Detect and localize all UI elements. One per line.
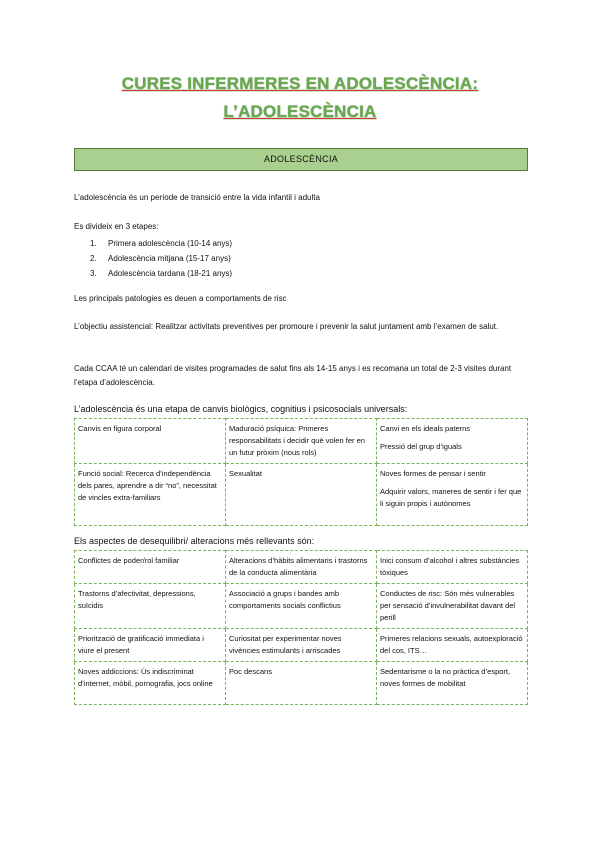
changes-table xyxy=(74,418,528,526)
imbalances-table xyxy=(74,550,528,705)
table-cell: Noves addiccions: Ús indiscriminat d’internet, mòbil, pornografia, jocs online xyxy=(75,662,226,705)
table-cell: Inici consum d’alcohol i altres substàncies tòxiques xyxy=(377,551,528,584)
imbalances-heading: Els aspectes de desequilibri/ alteracions més rellevants són: xyxy=(74,536,315,546)
table-cell: Maduració psíquica: Primeres responsabilitats i decidir què volen fer en un futur pròxim (nous rols) xyxy=(226,419,377,464)
calendar-paragraph: Cada CCAA té un calendari de visites programades de salut fins als 14-15 anys i es recomana un total de 2-3 visites durant l’etapa d’adolescència. xyxy=(74,364,512,387)
table-cell: Poc descans xyxy=(226,662,377,705)
table-cell: Noves formes de pensar i sentir Adquirir valors, maneres de sentir i fer que li siguin propis i autònomes xyxy=(377,464,528,526)
table-cell: Sedentarisme o la no pràctica d’esport, noves formes de mobilitat xyxy=(377,662,528,705)
table-row xyxy=(75,584,528,629)
table-cell: Associació a grups i bandes amb comportaments socials conflictius xyxy=(226,584,377,629)
table-row xyxy=(75,629,528,662)
table-cell: Canvis en figura corporal xyxy=(75,419,226,464)
table-cell: Primeres relacions sexuals, autoexploració del cos, ITS… xyxy=(377,629,528,662)
section-banner: ADOLESCÈNCIA xyxy=(74,148,528,171)
table-cell: Conflictes de poder/rol familiar xyxy=(75,551,226,584)
stages-intro: Es divideix en 3 etapes: xyxy=(74,222,159,231)
table-row xyxy=(75,419,528,464)
table-cell: Sexualitat xyxy=(226,464,377,526)
list-item: 3. Adolescència tardana (18-21 anys) xyxy=(90,269,233,278)
list-item: 1. Primera adolescència (10-14 anys) xyxy=(90,239,233,248)
table-row xyxy=(75,551,528,584)
table-cell: Conductes de risc: Són més vulnerables per sensació d’invulnerabilitat davant del perill xyxy=(377,584,528,629)
definition-paragraph: L’adolescència és un període de transició entre la vida infantil i adulta xyxy=(74,193,320,202)
table-cell: Alteracions d’hàbits alimentaris i trastorns de la conducta alimentària xyxy=(226,551,377,584)
pathologies-paragraph: Les principals patologies es deuen a comportaments de risc xyxy=(74,294,287,303)
table-cell: Curiositat per experimentar noves vivències estimulants i arriscades xyxy=(226,629,377,662)
table-cell: Canvi en els ideals paterns Pressió del grup d’iguals xyxy=(377,419,528,464)
document-title-line-1: CURES INFERMERES EN ADOLESCÈNCIA: xyxy=(121,74,479,93)
document-title-line-2: L’ADOLESCÈNCIA xyxy=(223,102,377,121)
table-row xyxy=(75,464,528,526)
table-cell: Priorització de gratificació immediata i viure el present xyxy=(75,629,226,662)
table-row xyxy=(75,662,528,705)
stages-list xyxy=(90,236,232,281)
list-item: 2. Adolescència mitjana (15-17 anys) xyxy=(90,254,231,263)
objective-paragraph: L’objectiu assistencial: Realitzar activitats preventives per promoure i prevenir la salut juntament amb l’examen de salut. xyxy=(74,322,499,331)
changes-heading: L’adolescència és una etapa de canvis biològics, cognitius i psicosocials universals: xyxy=(74,404,408,414)
table-cell: Trastorns d’afectivitat, depressions, suïcidis xyxy=(75,584,226,629)
table-cell: Funció social: Recerca d’independència dels pares, aprendre a dir “no”, necessitat de vincles extra-familiars xyxy=(75,464,226,526)
